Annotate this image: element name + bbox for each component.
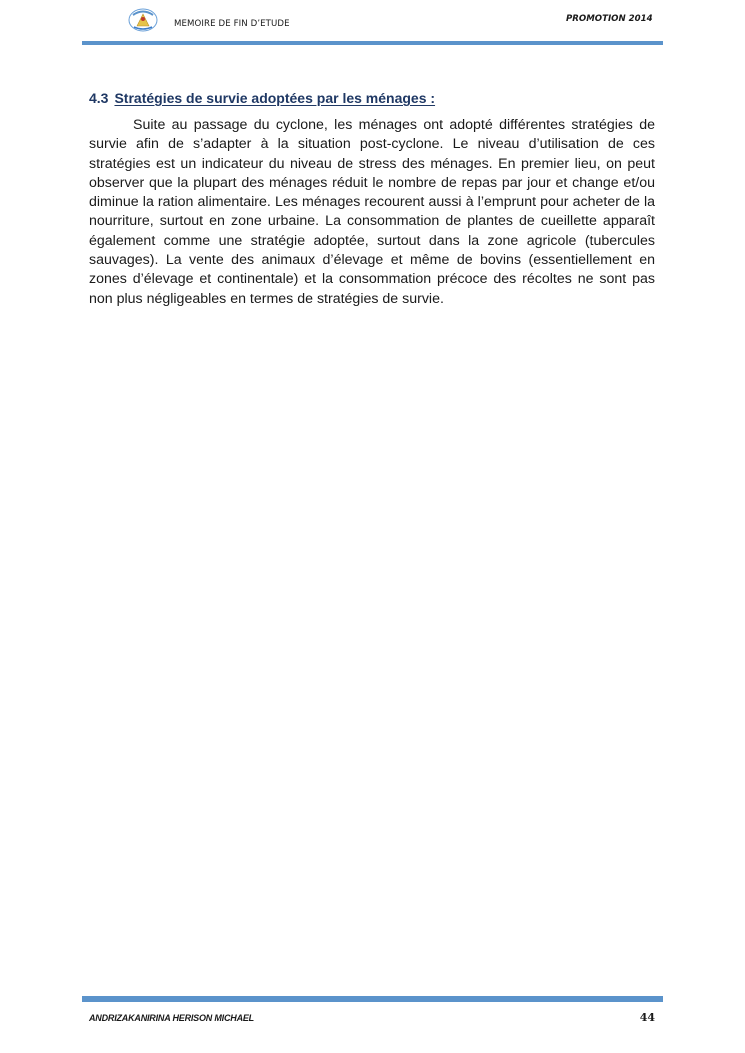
institution-seal-icon (127, 6, 159, 34)
section-title: Stratégies de survie adoptées par les ménages : (114, 90, 436, 106)
page-number: 44 (639, 1011, 655, 1024)
section-heading (89, 90, 435, 106)
header-rule (82, 41, 663, 45)
section-number: 4.3 (89, 90, 109, 106)
footer-author: ANDRIZAKANIRINA HERISON MICHAEL (89, 1013, 254, 1023)
body-paragraph: Suite au passage du cyclone, les ménages ont adopté différentes stratégies de survie afin de s’adapter à la situation post-cyclone. Le niveau d’utilisation de ces stratégies est un indicateur du niveau de stress des ménages. En premier lieu, on peut observer que la plupart des ménages réduit le nombre de repas par jour et change et/ou diminue la ration alimentaire. Les ménages recourent aussi à l’emprunt pour acheter de la nourriture, surtout en zone urbaine. La consommation de plantes de cueillette apparaît également comme une stratégie adoptée, surtout dans la zone agricole (tubercules sauvages). La vente des animaux d’élevage et même de bovins (essentiellement en zones d’élevage et continentale) et la consommation précoce des récoltes ne sont pas non plus négligeables en termes de stratégies de survie. (89, 117, 655, 307)
header-promotion: PROMOTION 2014 (566, 14, 653, 24)
footer-rule (82, 996, 663, 1002)
header-document-title: MEMOIRE DE FIN D’ETUDE (174, 19, 290, 29)
